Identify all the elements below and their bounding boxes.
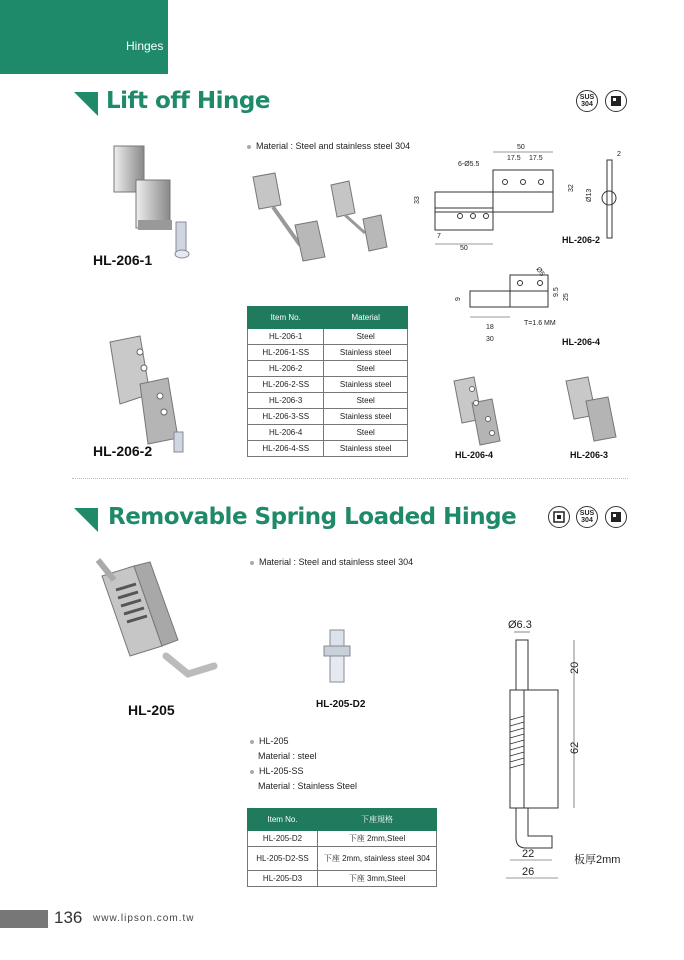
tab-label: Hinges xyxy=(126,39,164,53)
hl-205-image xyxy=(88,556,223,686)
bullet-icon xyxy=(250,740,254,744)
drawing-label-hl-206-2: HL-206-2 xyxy=(562,235,601,245)
spec-material: Material : Stainless Steel xyxy=(258,781,358,791)
svg-text:Ø13: Ø13 xyxy=(586,188,593,202)
table-row: HL-206-2 Steel xyxy=(248,361,408,377)
svg-text:T=1.6 MM: T=1.6 MM xyxy=(524,320,556,327)
plate-thickness-label: 板厚2mm xyxy=(574,854,621,866)
table-row: HL-206-4 Steel xyxy=(248,425,408,441)
hl-206-3-image xyxy=(560,375,620,450)
table-row: HL-206-3 Steel xyxy=(248,393,408,409)
hl-205-drawing xyxy=(490,612,640,884)
table-row: HL-206-2-SS Stainless steel xyxy=(248,377,408,393)
table-row: HL-206-4-SS Stainless steel xyxy=(248,441,408,457)
table-header: Item No. xyxy=(248,307,324,329)
svg-text:17.5: 17.5 xyxy=(507,155,521,162)
section1-item-table xyxy=(247,306,408,457)
salt-spray-icon xyxy=(605,506,627,528)
sus304-badge: SUS 304 xyxy=(576,90,598,112)
svg-text:30: 30 xyxy=(486,336,494,343)
title-marker-icon xyxy=(74,508,98,532)
hl-206-4-drawing xyxy=(450,255,580,345)
table-row: HL-205-D2-SS 下座 2mm, stainless steel 304 xyxy=(248,847,437,871)
svg-text:6-Ø5.5: 6-Ø5.5 xyxy=(458,161,480,168)
website-url[interactable]: www.lipson.com.tw xyxy=(93,913,195,924)
table-row: HL-206-1-SS Stainless steel xyxy=(248,345,408,361)
hl-206-4-image xyxy=(448,375,508,450)
section2-title: Removable Spring Loaded Hinge xyxy=(108,504,517,530)
product-name-hl-206-2: HL-206-2 xyxy=(93,443,153,459)
photo-label-hl-206-4: HL-206-4 xyxy=(455,450,494,460)
bullet-icon xyxy=(250,561,254,565)
page-number: 136 xyxy=(54,908,83,927)
svg-text:9.5: 9.5 xyxy=(553,287,560,297)
spec-item: HL-205 xyxy=(250,734,357,749)
table-row: HL-205-D3 下座 3mm,Steel xyxy=(248,871,437,887)
section-divider xyxy=(72,478,628,479)
bullet-icon xyxy=(247,145,251,149)
section1-material: Material : Steel and stainless steel 304 xyxy=(247,141,410,151)
svg-text:33: 33 xyxy=(414,196,421,204)
exploded-hinge-image xyxy=(245,165,405,275)
svg-text:18: 18 xyxy=(486,324,494,331)
footer-bar xyxy=(0,910,48,928)
sus304-badge: SUS 304 xyxy=(576,506,598,528)
table-header: 下座規格 xyxy=(318,809,437,831)
svg-text:17.5: 17.5 xyxy=(529,155,543,162)
svg-text:20: 20 xyxy=(569,661,581,674)
hl-206-2-drawing xyxy=(415,140,630,250)
product-name-hl-206-1: HL-206-1 xyxy=(93,252,153,268)
svg-text:50: 50 xyxy=(460,245,468,252)
section1-title: Lift off Hinge xyxy=(106,88,270,114)
section2-specs xyxy=(250,734,357,794)
svg-text:32: 32 xyxy=(568,184,575,192)
spring-icon xyxy=(548,506,570,528)
svg-text:22: 22 xyxy=(522,848,535,860)
title-marker-icon xyxy=(74,92,98,116)
hl-206-2-image xyxy=(100,334,200,459)
spec-material: Material : steel xyxy=(258,751,317,761)
svg-text:Ø5: Ø5 xyxy=(534,266,546,278)
table-header: Material xyxy=(324,307,408,329)
salt-spray-icon xyxy=(605,90,627,112)
product-name-hl-205-d2: HL-205-D2 xyxy=(316,699,366,710)
hl-206-1-image xyxy=(100,140,200,265)
svg-text:2: 2 xyxy=(617,151,621,158)
table-row: HL-206-3-SS Stainless steel xyxy=(248,409,408,425)
svg-text:50: 50 xyxy=(517,144,525,151)
svg-text:62: 62 xyxy=(569,741,581,754)
bullet-icon xyxy=(250,770,254,774)
svg-text:7: 7 xyxy=(437,233,441,240)
section-tab xyxy=(0,0,168,74)
spec-item: HL-205-SS xyxy=(250,764,357,779)
table-row: HL-206-1 Steel xyxy=(248,329,408,345)
table-header: Item No. xyxy=(248,809,318,831)
svg-text:Ø6.3: Ø6.3 xyxy=(508,619,532,631)
hl-205-d2-image xyxy=(318,626,358,688)
svg-text:26: 26 xyxy=(522,866,535,878)
svg-text:25: 25 xyxy=(563,293,570,301)
drawing-label-hl-206-4: HL-206-4 xyxy=(562,337,601,347)
section2-item-table xyxy=(247,808,437,887)
photo-label-hl-206-3: HL-206-3 xyxy=(570,450,609,460)
section2-material: Material : Steel and stainless steel 304 xyxy=(250,557,413,567)
svg-text:9: 9 xyxy=(455,297,462,301)
product-name-hl-205: HL-205 xyxy=(128,702,175,718)
table-row: HL-205-D2 下座 2mm,Steel xyxy=(248,831,437,847)
